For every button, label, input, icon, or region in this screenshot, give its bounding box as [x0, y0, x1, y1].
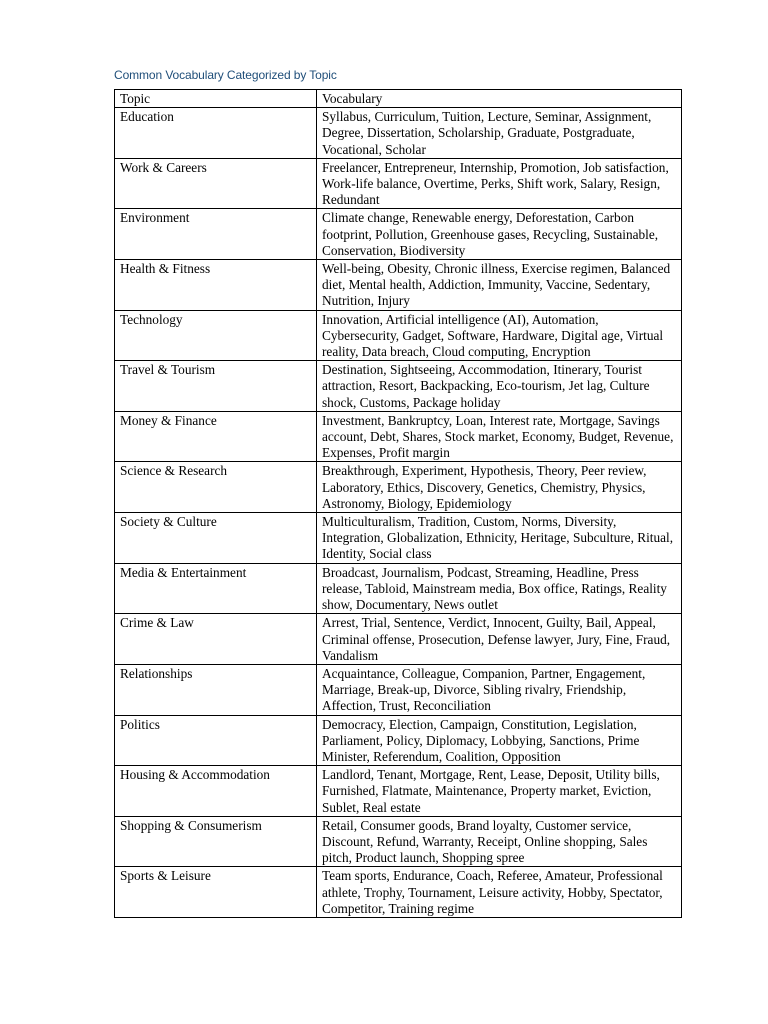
- topic-cell: Media & Entertainment: [115, 563, 317, 614]
- vocabulary-cell: Retail, Consumer goods, Brand loyalty, Customer service, Discount, Refund, Warranty, Receipt, Online shopping, Sales pitch, Product launch, Shopping spree: [317, 816, 682, 867]
- topic-cell: Travel & Tourism: [115, 361, 317, 412]
- table-row: [115, 867, 682, 918]
- topic-cell: Crime & Law: [115, 614, 317, 665]
- vocabulary-cell: Well-being, Obesity, Chronic illness, Exercise regimen, Balanced diet, Mental health, Addiction, Immunity, Vaccine, Sedentary, Nutrition, Injury: [317, 260, 682, 311]
- table-row: [115, 766, 682, 817]
- vocabulary-cell: Innovation, Artificial intelligence (AI), Automation, Cybersecurity, Gadget, Software, Hardware, Digital age, Virtual reality, Data breach, Cloud computing, Encryption: [317, 310, 682, 361]
- vocabulary-table: [114, 89, 682, 918]
- table-row: [115, 816, 682, 867]
- table-row: [115, 108, 682, 159]
- vocabulary-cell: Destination, Sightseeing, Accommodation, Itinerary, Tourist attraction, Resort, Backpacking, Eco-tourism, Jet lag, Culture shock, Customs, Package holiday: [317, 361, 682, 412]
- topic-cell: Housing & Accommodation: [115, 766, 317, 817]
- topic-cell: Work & Careers: [115, 158, 317, 209]
- vocabulary-cell: Arrest, Trial, Sentence, Verdict, Innocent, Guilty, Bail, Appeal, Criminal offense, Prosecution, Defense lawyer, Jury, Fine, Fraud, Vandalism: [317, 614, 682, 665]
- vocabulary-cell: Investment, Bankruptcy, Loan, Interest rate, Mortgage, Savings account, Debt, Shares, Stock market, Economy, Budget, Revenue, Expenses, Profit margin: [317, 411, 682, 462]
- table-row: [115, 361, 682, 412]
- table-row: [115, 158, 682, 209]
- topic-cell: Politics: [115, 715, 317, 766]
- topic-cell: Health & Fitness: [115, 260, 317, 311]
- topic-cell: Society & Culture: [115, 513, 317, 564]
- table-row: [115, 715, 682, 766]
- vocabulary-cell: Breakthrough, Experiment, Hypothesis, Theory, Peer review, Laboratory, Ethics, Discovery, Genetics, Chemistry, Physics, Astronomy, Biology, Epidemiology: [317, 462, 682, 513]
- vocabulary-cell: Democracy, Election, Campaign, Constitution, Legislation, Parliament, Policy, Diplomacy, Lobbying, Sanctions, Prime Minister, Referendum, Coalition, Opposition: [317, 715, 682, 766]
- header-topic: Topic: [115, 90, 317, 108]
- table-row: [115, 462, 682, 513]
- topic-cell: Sports & Leisure: [115, 867, 317, 918]
- vocabulary-cell: Landlord, Tenant, Mortgage, Rent, Lease, Deposit, Utility bills, Furnished, Flatmate, Maintenance, Property market, Eviction, Sublet, Real estate: [317, 766, 682, 817]
- page-title: Common Vocabulary Categorized by Topic: [114, 68, 337, 82]
- table-row: [115, 411, 682, 462]
- table-header-row: [115, 90, 682, 108]
- table-row: [115, 260, 682, 311]
- table-row: [115, 563, 682, 614]
- topic-cell: Relationships: [115, 664, 317, 715]
- topic-cell: Money & Finance: [115, 411, 317, 462]
- topic-cell: Environment: [115, 209, 317, 260]
- vocabulary-cell: Climate change, Renewable energy, Deforestation, Carbon footprint, Pollution, Greenhouse gases, Recycling, Sustainable, Conservation, Biodiversity: [317, 209, 682, 260]
- table-row: [115, 664, 682, 715]
- vocabulary-cell: Broadcast, Journalism, Podcast, Streaming, Headline, Press release, Tabloid, Mainstream media, Box office, Ratings, Reality show, Documentary, News outlet: [317, 563, 682, 614]
- vocabulary-cell: Syllabus, Curriculum, Tuition, Lecture, Seminar, Assignment, Degree, Dissertation, Scholarship, Graduate, Postgraduate, Vocational, Scholar: [317, 108, 682, 159]
- header-vocabulary: Vocabulary: [317, 90, 682, 108]
- vocabulary-cell: Acquaintance, Colleague, Companion, Partner, Engagement, Marriage, Break-up, Divorce, Sibling rivalry, Friendship, Affection, Trust, Reconciliation: [317, 664, 682, 715]
- topic-cell: Science & Research: [115, 462, 317, 513]
- vocabulary-cell: Team sports, Endurance, Coach, Referee, Amateur, Professional athlete, Trophy, Tournament, Leisure activity, Hobby, Spectator, Competitor, Training regime: [317, 867, 682, 918]
- vocabulary-cell: Freelancer, Entrepreneur, Internship, Promotion, Job satisfaction, Work-life balance, Overtime, Perks, Shift work, Salary, Resign, Redundant: [317, 158, 682, 209]
- table-row: [115, 310, 682, 361]
- vocabulary-cell: Multiculturalism, Tradition, Custom, Norms, Diversity, Integration, Globalization, Ethnicity, Heritage, Subculture, Ritual, Identity, Social class: [317, 513, 682, 564]
- topic-cell: Education: [115, 108, 317, 159]
- topic-cell: Shopping & Consumerism: [115, 816, 317, 867]
- table-row: [115, 614, 682, 665]
- table-row: [115, 513, 682, 564]
- topic-cell: Technology: [115, 310, 317, 361]
- table-row: [115, 209, 682, 260]
